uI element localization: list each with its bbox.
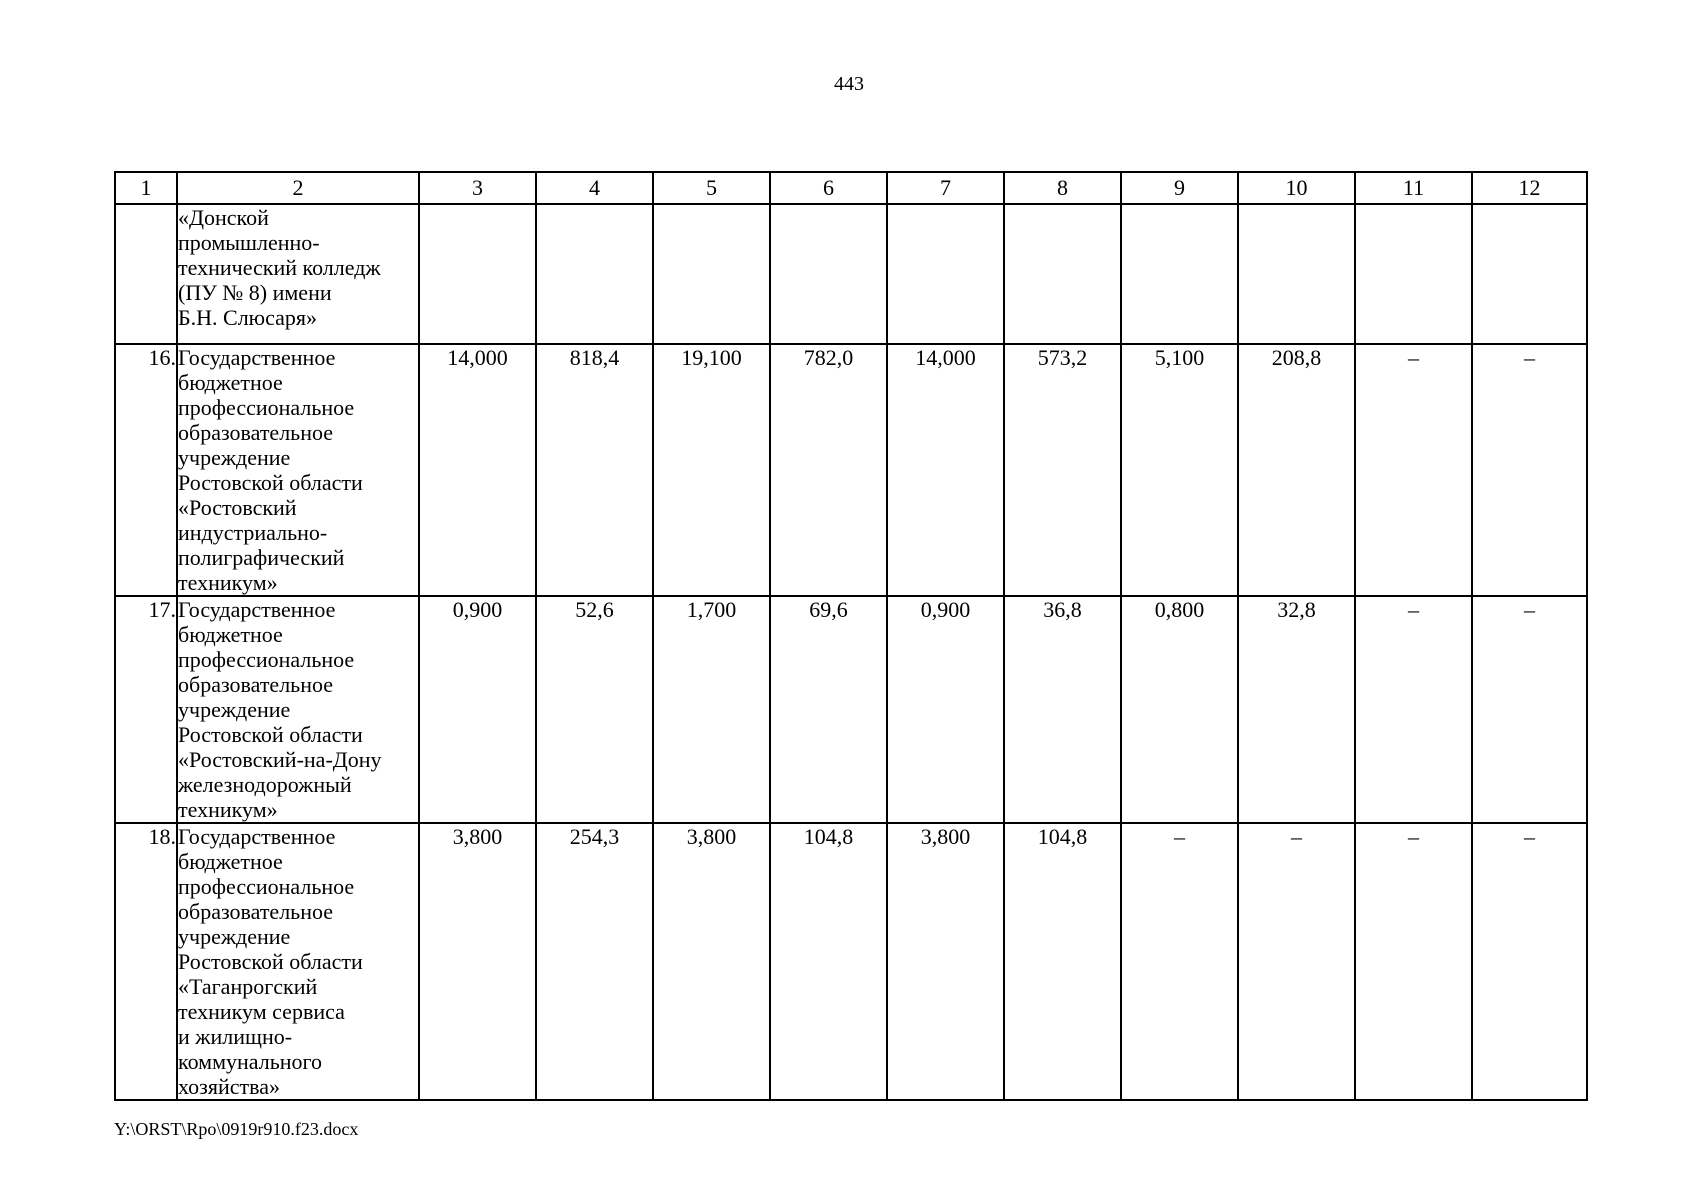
column-header-12: 12 xyxy=(1472,172,1587,204)
institution-name-line: Государственное xyxy=(178,345,336,370)
value-cell-col-7: 14,000 xyxy=(887,344,1004,596)
table-row xyxy=(115,596,1587,823)
institution-name-line: учреждение xyxy=(178,697,291,722)
value-cell-col-8: 104,8 xyxy=(1004,823,1121,1100)
value-cell-col-6 xyxy=(770,204,887,344)
value-cell-col-11 xyxy=(1355,204,1472,344)
data-table xyxy=(114,171,1588,1101)
value-cell-col-9: 0,800 xyxy=(1121,596,1238,823)
institution-name-line: «Ростовский xyxy=(178,495,297,520)
institution-name-line: профессиональное xyxy=(178,874,355,899)
value-cell-col-11: – xyxy=(1355,596,1472,823)
value-cell-col-7 xyxy=(887,204,1004,344)
value-cell-col-10: 32,8 xyxy=(1238,596,1355,823)
value-cell-col-3: 14,000 xyxy=(419,344,536,596)
value-cell-col-5 xyxy=(653,204,770,344)
institution-name-line: техникум сервиса xyxy=(178,999,345,1024)
value-cell-col-12: – xyxy=(1472,823,1587,1100)
value-cell-col-6: 782,0 xyxy=(770,344,887,596)
institution-name-line: хозяйства» xyxy=(178,1074,280,1099)
institution-name-line: бюджетное xyxy=(178,622,283,647)
value-cell-col-9 xyxy=(1121,204,1238,344)
column-header-9: 9 xyxy=(1121,172,1238,204)
column-header-6: 6 xyxy=(770,172,887,204)
institution-name-line: полиграфический xyxy=(178,545,345,570)
institution-name-line: промышленно- xyxy=(178,230,320,255)
column-number-header-row xyxy=(115,172,1587,204)
institution-name-line: Государственное xyxy=(178,824,336,849)
institution-name-line: «Ростовский-на-Дону xyxy=(178,747,382,772)
page-number: 443 xyxy=(834,73,864,95)
institution-name-line: Ростовской области xyxy=(178,470,363,495)
table-row xyxy=(115,204,1587,344)
table-row xyxy=(115,823,1587,1100)
institution-name-line: индустриально- xyxy=(178,520,328,545)
value-cell-col-4: 52,6 xyxy=(536,596,653,823)
institution-name-cell xyxy=(177,596,419,823)
institution-name-line: бюджетное xyxy=(178,370,283,395)
institution-name-line: железнодорожный xyxy=(178,772,352,797)
value-cell-col-12: – xyxy=(1472,596,1587,823)
value-cell-col-10: 208,8 xyxy=(1238,344,1355,596)
value-cell-col-12: – xyxy=(1472,344,1587,596)
column-header-1: 1 xyxy=(115,172,177,204)
value-cell-col-5: 3,800 xyxy=(653,823,770,1100)
column-header-5: 5 xyxy=(653,172,770,204)
institution-name-line: образовательное xyxy=(178,420,334,445)
institution-name-line: образовательное xyxy=(178,899,334,924)
institution-name-line: образовательное xyxy=(178,672,334,697)
institution-name-line: «Таганрогский xyxy=(178,974,318,999)
column-header-3: 3 xyxy=(419,172,536,204)
institution-name-line: техникум» xyxy=(178,570,278,595)
value-cell-col-4 xyxy=(536,204,653,344)
institution-name-line: (ПУ № 8) имени xyxy=(178,280,332,305)
institution-name-line: Государственное xyxy=(178,597,336,622)
value-cell-col-5: 19,100 xyxy=(653,344,770,596)
row-number-cell: 18. xyxy=(115,823,177,1100)
institution-name-line: «Донской xyxy=(178,205,269,230)
institution-name-line: бюджетное xyxy=(178,849,283,874)
value-cell-col-7: 0,900 xyxy=(887,596,1004,823)
column-header-2: 2 xyxy=(177,172,419,204)
institution-name-line: Ростовской области xyxy=(178,722,363,747)
value-cell-col-4: 818,4 xyxy=(536,344,653,596)
value-cell-col-3 xyxy=(419,204,536,344)
row-number-cell: 16. xyxy=(115,344,177,596)
value-cell-col-3: 0,900 xyxy=(419,596,536,823)
value-cell-col-5: 1,700 xyxy=(653,596,770,823)
row-number-cell xyxy=(115,204,177,344)
value-cell-col-8 xyxy=(1004,204,1121,344)
value-cell-col-8: 573,2 xyxy=(1004,344,1121,596)
value-cell-col-11: – xyxy=(1355,823,1472,1100)
value-cell-col-9: 5,100 xyxy=(1121,344,1238,596)
value-cell-col-7: 3,800 xyxy=(887,823,1004,1100)
institution-name-line: коммунального xyxy=(178,1049,322,1074)
institution-name-cell xyxy=(177,204,419,344)
institution-name-line: Б.Н. Слюсаря» xyxy=(178,305,318,330)
column-header-7: 7 xyxy=(887,172,1004,204)
row-number-cell: 17. xyxy=(115,596,177,823)
column-header-10: 10 xyxy=(1238,172,1355,204)
column-header-8: 8 xyxy=(1004,172,1121,204)
institution-name-line: и жилищно- xyxy=(178,1024,293,1049)
value-cell-col-6: 104,8 xyxy=(770,823,887,1100)
value-cell-col-8: 36,8 xyxy=(1004,596,1121,823)
value-cell-col-3: 3,800 xyxy=(419,823,536,1100)
institution-name-line: учреждение xyxy=(178,924,291,949)
column-header-11: 11 xyxy=(1355,172,1472,204)
value-cell-col-9: – xyxy=(1121,823,1238,1100)
institution-name-line: техникум» xyxy=(178,797,278,822)
value-cell-col-10: – xyxy=(1238,823,1355,1100)
value-cell-col-12 xyxy=(1472,204,1587,344)
table-row xyxy=(115,344,1587,596)
institution-name-line: Ростовской области xyxy=(178,949,363,974)
value-cell-col-6: 69,6 xyxy=(770,596,887,823)
value-cell-col-11: – xyxy=(1355,344,1472,596)
column-header-4: 4 xyxy=(536,172,653,204)
institution-name-cell xyxy=(177,344,419,596)
table-body xyxy=(115,204,1587,1100)
footer-file-path: Y:\ORST\Rpo\0919r910.f23.docx xyxy=(114,1119,359,1139)
institution-name-line: профессиональное xyxy=(178,647,355,672)
institution-name-line: учреждение xyxy=(178,445,291,470)
institution-name-cell xyxy=(177,823,419,1100)
value-cell-col-10 xyxy=(1238,204,1355,344)
value-cell-col-4: 254,3 xyxy=(536,823,653,1100)
institution-name-line: профессиональное xyxy=(178,395,355,420)
institution-name-line: технический колледж xyxy=(178,255,381,280)
